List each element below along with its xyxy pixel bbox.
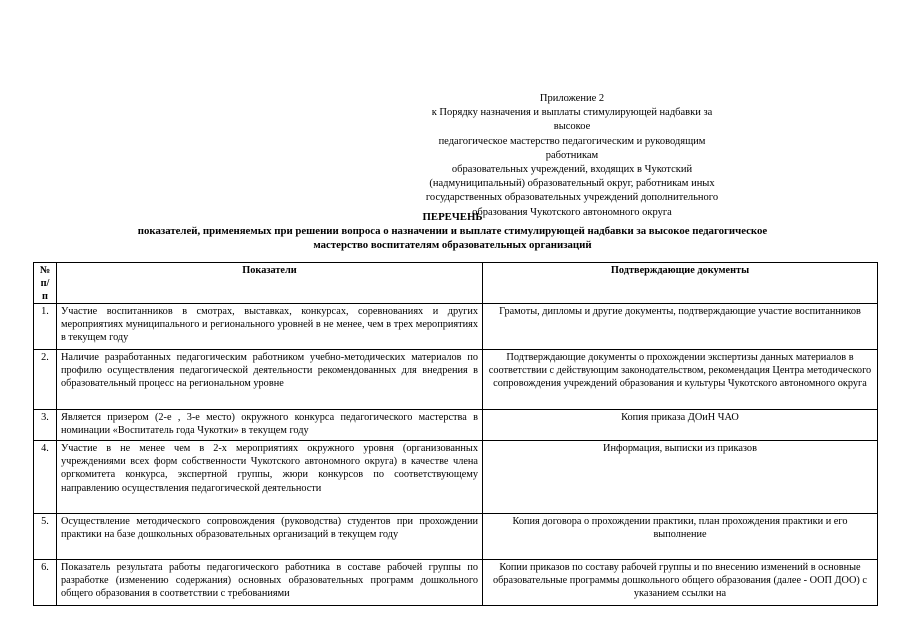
header-documents: Подтверждающие документы — [483, 263, 878, 304]
row-number: 4. — [34, 441, 57, 514]
title-line: мастерство воспитателям образовательных организаций — [313, 239, 592, 251]
table-row — [34, 441, 878, 514]
row-documents: Подтверждающие документы о прохождении экспертизы данных материалов в соответствии с действующим законодательством, рекомендация Центра методического сопровождения учреждений образования и культуры Чукотского автономного округа — [483, 350, 878, 410]
appendix-line: педагогическое мастерство педагогическим и руководящим работникам — [438, 135, 706, 161]
document-title — [50, 210, 855, 252]
header-number: № п/п — [34, 263, 57, 304]
table-row — [34, 410, 878, 441]
indicators-table — [33, 262, 878, 606]
header-indicators: Показатели — [57, 263, 483, 304]
table-row — [34, 514, 878, 560]
row-indicator: Показатель результата работы педагогического работника в составе рабочей группы по разработке (изменению содержания) основных образовательных программ дошкольного общего образования в соответствии с требованиями — [57, 560, 483, 606]
row-indicator: Участие воспитанников в смотрах, выставках, конкурсах, соревнованиях и других мероприятиях муниципального и регионального уровней в не менее, чем в трех мероприятиях в текущем году — [57, 304, 483, 350]
appendix-line: Приложение 2 — [539, 93, 605, 104]
row-indicator: Участие в не менее чем в 2-х мероприятиях окружного уровня (организованных учреждениями всех форм собственности Чукотского автономного округа) в качестве члена оргкомитета конкурса, экспертной группы, жюри конкурсов по соответствующему направлению осуществления педагогической деятельности — [57, 441, 483, 514]
appendix-line: (надмуниципальный) образовательный округ, работникам иных — [429, 178, 715, 190]
table-row — [34, 304, 878, 350]
row-number: 1. — [34, 304, 57, 350]
row-documents: Копия приказа ДОиН ЧАО — [483, 410, 878, 441]
appendix-line: образования Чукотского автономного округа — [472, 206, 672, 218]
table-row — [34, 560, 878, 606]
row-indicator: Осуществление методического сопровождения (руководства) студентов при прохождении практики на базе дошкольных образовательных организаций в текущем году — [57, 514, 483, 560]
row-documents: Информация, выписки из приказов — [483, 441, 878, 514]
row-number: 3. — [34, 410, 57, 441]
table-header-row — [34, 263, 878, 304]
row-indicator: Является призером (2-е , 3-е место) окружного конкурса педагогического мастерства в номинации «Воспитатель года Чукотки» в текущем году — [57, 410, 483, 441]
row-documents: Грамоты, дипломы и другие документы, подтверждающие участие воспитанников — [483, 304, 878, 350]
appendix-header — [423, 92, 721, 220]
row-number: 5. — [34, 514, 57, 560]
title-heading: ПЕРЕЧЕНЬ — [422, 211, 483, 223]
title-line: показателей, применяемых при решении вопроса о назначении и выплате стимулирующей надбавки за высокое педагогическое — [137, 225, 768, 237]
row-documents: Копия договора о прохождении практики, план прохождения практики и его выполнение — [483, 514, 878, 560]
appendix-line: образовательных учреждений, входящих в Чукотский — [451, 164, 693, 176]
row-number: 6. — [34, 560, 57, 606]
row-indicator: Наличие разработанных педагогическим работником учебно-методических материалов по профилю осуществления педагогической деятельности рекомендованных для внедрения в образовательный процесс на региональном уровне — [57, 350, 483, 410]
row-number: 2. — [34, 350, 57, 410]
row-documents: Копии приказов по составу рабочей группы и по внесению изменений в основные образовательные программы дошкольного общего образования (далее - ООП ДОО) с указанием ссылки на — [483, 560, 878, 606]
table-row — [34, 350, 878, 410]
appendix-line: к Порядку назначения и выплаты стимулирующей надбавки за высокое — [431, 107, 713, 133]
appendix-line: государственных образовательных учреждений дополнительного — [425, 192, 719, 204]
